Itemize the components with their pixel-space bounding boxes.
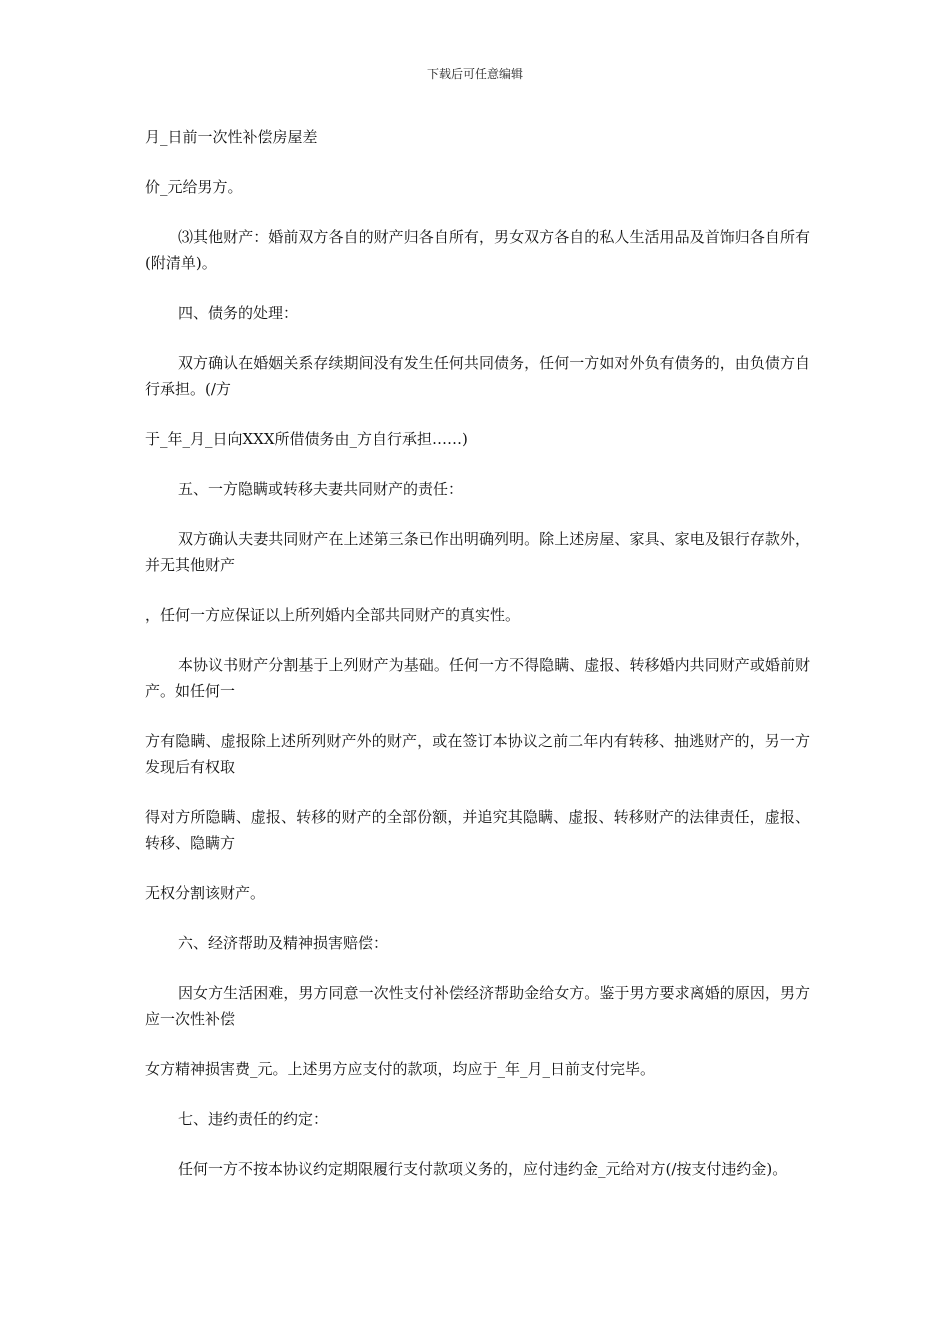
paragraph-16: 女方精神损害费_元。上述男方应支付的款项，均应于_年_月_日前支付完毕。 <box>145 1060 656 1078</box>
paragraph-3: ⑶其他财产：婚前双方各自的财产归各自所有，男女双方各自的私人生活用品及首饰归各自所有(附清单)。 <box>145 228 810 272</box>
paragraph-10: 本协议书财产分割基于上列财产为基础。任何一方不得隐瞒、虚报、转移婚内共同财产或婚前财产。如任何一 <box>145 656 810 700</box>
paragraph-9: ，任何一方应保证以上所列婚内全部共同财产的真实性。 <box>145 606 521 624</box>
paragraph-8: 双方确认夫妻共同财产在上述第三条已作出明确列明。除上述房屋、家具、家电及银行存款外，并无其他财产 <box>145 530 810 574</box>
paragraph-5: 双方确认在婚姻关系存续期间没有发生任何共同债务，任何一方如对外负有债务的，由负债方自行承担。(/方 <box>145 354 810 398</box>
page-header: 下载后可任意编辑 <box>426 67 523 81</box>
section-heading-4: 四、债务的处理： <box>178 304 299 322</box>
paragraph-6: 于_年_月_日向XXX所借债务由_方自行承担……) <box>145 430 468 448</box>
paragraph-12: 得对方所隐瞒、虚报、转移的财产的全部份额，并追究其隐瞒、虚报、转移财产的法律责任，虚报、转移、隐瞒方 <box>145 808 810 852</box>
paragraph-1: 月_日前一次性补偿房屋差 <box>145 128 318 146</box>
section-heading-6: 六、经济帮助及精神损害赔偿： <box>178 934 389 952</box>
paragraph-11: 方有隐瞒、虚报除上述所列财产外的财产，或在签订本协议之前二年内有转移、抽逃财产的，另一方发现后有权取 <box>145 732 810 776</box>
section-heading-5: 五、一方隐瞒或转移夫妻共同财产的责任： <box>178 480 464 498</box>
paragraph-18: 任何一方不按本协议约定期限履行支付款项义务的，应付违约金_元给对方(/按支付违约金)。 <box>178 1160 788 1178</box>
paragraph-2: 价_元给男方。 <box>145 178 243 196</box>
paragraph-15: 因女方生活困难，男方同意一次性支付补偿经济帮助金给女方。鉴于男方要求离婚的原因，男方应一次性补偿 <box>145 984 810 1028</box>
section-heading-7: 七、违约责任的约定： <box>178 1110 329 1128</box>
document-body <box>145 124 810 1206</box>
paragraph-13: 无权分割该财产。 <box>145 884 266 902</box>
